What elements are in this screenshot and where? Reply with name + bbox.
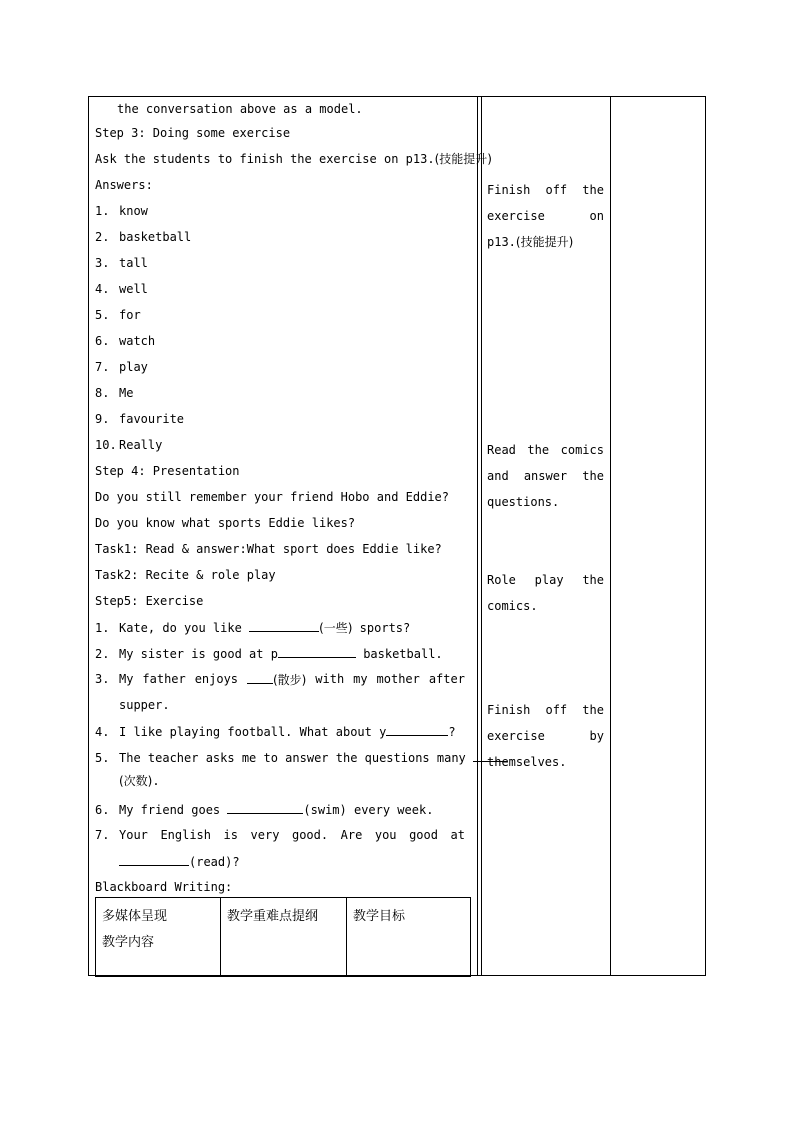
blackboard-cell-multimedia (96, 898, 221, 976)
exercise-number: 1. (95, 621, 110, 635)
activity-word: the (582, 183, 604, 197)
exercise-text: (read)? (189, 855, 240, 869)
activity-line (487, 495, 604, 509)
answer-number: 5. (95, 308, 110, 322)
intro-tail: the conversation above as a model. (117, 102, 363, 116)
fill-blank (247, 672, 273, 684)
activity-line (487, 755, 604, 769)
answer-number: 10. (95, 438, 117, 452)
activity-word: comics. (487, 599, 538, 613)
step4-title: Step 4: Presentation (95, 464, 240, 478)
activity-line (487, 183, 604, 197)
exercise-word: good. (291, 828, 329, 842)
answer-item (95, 360, 148, 374)
answer-item (95, 386, 133, 400)
exercise-word: you (374, 828, 397, 842)
blackboard-cell-key-points (221, 898, 347, 976)
blackboard-table (95, 897, 471, 977)
activity-word: comics (560, 443, 604, 457)
exercise-word: Are (340, 828, 363, 842)
exercise-number: 2. (95, 647, 110, 661)
activity-word: Finish (487, 183, 531, 197)
answer-text: basketball (119, 230, 192, 244)
exercise-number: 4. (95, 725, 110, 739)
blackboard-cell-objectives (347, 898, 470, 976)
exercise-5 (95, 750, 507, 765)
activity-word: off (545, 703, 568, 717)
answer-item (95, 204, 148, 218)
exercise-2 (95, 646, 443, 661)
activity-word: Finish (487, 703, 531, 717)
exercise-3-cont: supper. (119, 698, 170, 712)
answer-number: 3. (95, 256, 110, 270)
exercise-word: after (428, 672, 465, 686)
exercise-7 (95, 828, 465, 842)
answer-text: know (119, 204, 148, 218)
exercise-word: at (450, 828, 465, 842)
exercise-word: father (142, 672, 186, 686)
activity-word: and (487, 469, 509, 483)
exercise-word: good (409, 828, 438, 842)
answer-item (95, 412, 184, 426)
activity-word: themselves. (487, 755, 567, 769)
blackboard-text: 多媒体呈现 (102, 909, 168, 924)
answer-item (95, 308, 141, 322)
activity-word: play (534, 573, 564, 587)
step3-instruction-cn: (技能提升) (434, 152, 492, 166)
exercise-5-cont (119, 774, 160, 788)
answer-number: 4. (95, 282, 110, 296)
exercise-7-cont (119, 854, 240, 869)
task1: Task1: Read & answer:What sport does Eddie like? (95, 542, 442, 556)
answer-number: 8. (95, 386, 110, 400)
column-divider (477, 97, 478, 975)
exercise-word: with (315, 672, 345, 686)
activity-word: the (527, 443, 550, 457)
lesson-plan-table (88, 96, 706, 976)
activity-word: answer (523, 469, 568, 483)
exercise-word: mother (376, 672, 420, 686)
blackboard-text: 教学目标 (353, 909, 406, 924)
blackboard-text: 教学内容 (102, 935, 155, 950)
activity-line (487, 235, 604, 249)
question-2: Do you know what sports Eddie likes? (95, 516, 356, 530)
exercise-hint: (次数) (119, 774, 153, 788)
exercise-number: 5. (95, 751, 110, 765)
activity-word: Read (487, 443, 516, 457)
activity-line (487, 703, 604, 717)
answers-label: Answers: (95, 178, 153, 192)
activity-word: exercise (487, 209, 545, 223)
activity-word: by (589, 729, 604, 743)
activity-line (487, 443, 604, 457)
exercise-word: English (160, 828, 212, 842)
exercise-word: Your (119, 828, 148, 842)
answer-text: play (119, 360, 148, 374)
answer-text: Me (119, 386, 134, 400)
column-divider (610, 97, 611, 975)
exercise-1 (95, 620, 410, 635)
activity-line (487, 729, 604, 743)
exercise-text: My sister is good at p (119, 647, 278, 661)
exercise-4 (95, 724, 456, 739)
step5-title: Step5: Exercise (95, 594, 204, 608)
answer-item (95, 230, 191, 244)
activity-line (487, 599, 604, 613)
exercise-word: very (250, 828, 280, 842)
exercise-text: ? (448, 725, 456, 739)
activity-word: the (582, 573, 604, 587)
fill-blank (386, 724, 448, 736)
exercise-word: enjoys (194, 672, 239, 686)
exercise-3 (95, 672, 465, 687)
exercise-number: 6. (95, 803, 110, 817)
exercise-text: basketball. (363, 647, 443, 661)
exercise-number: 7. (95, 828, 110, 842)
blackboard-text: 教学重难点提纲 (227, 909, 319, 924)
answer-number: 2. (95, 230, 110, 244)
exercise-word: My (119, 672, 134, 686)
exercise-word: my (353, 672, 368, 686)
exercise-6 (95, 802, 433, 817)
blackboard-label: Blackboard Writing: (95, 880, 233, 894)
answer-item (95, 282, 148, 296)
activity-word: the (582, 469, 604, 483)
exercise-text: Kate, do you like (119, 621, 242, 635)
activity-word: the (582, 703, 604, 717)
exercise-text: My friend goes (119, 803, 221, 817)
exercise-text: . (152, 774, 160, 788)
activity-word: exercise (487, 729, 545, 743)
activity-word: p13. (487, 235, 516, 249)
exercise-hint: (散步) (272, 673, 307, 687)
fill-blank (278, 646, 356, 658)
activity-line (487, 573, 604, 587)
answer-text: watch (119, 334, 156, 348)
activity-line (487, 209, 604, 223)
exercise-number: 3. (95, 672, 110, 686)
exercise-text: I like playing football. What about y (119, 725, 387, 739)
activity-line (487, 469, 604, 483)
activity-hint: (技能提升) (515, 235, 574, 249)
fill-blank (119, 854, 189, 866)
answer-text: Really (119, 438, 163, 452)
answer-item (95, 256, 148, 270)
activity-word: questions. (487, 495, 560, 509)
exercise-text: sports? (359, 621, 411, 635)
answer-number: 1. (95, 204, 110, 218)
exercise-text: (swim) every week. (303, 803, 434, 817)
answer-text: favourite (119, 412, 185, 426)
question-1: Do you still remember your friend Hobo and Eddie? (95, 490, 450, 504)
exercise-hint: (一些) (319, 621, 353, 635)
column-divider (481, 97, 482, 975)
answer-text: well (119, 282, 148, 296)
activity-word: Role (487, 573, 516, 587)
activity-word: off (545, 183, 568, 197)
answer-number: 7. (95, 360, 110, 374)
step3-instruction-text: Ask the students to finish the exercise on p13. (95, 152, 435, 166)
answer-text: for (119, 308, 141, 322)
answer-number: 9. (95, 412, 110, 426)
answer-item (95, 438, 162, 452)
exercise-word: is (223, 828, 238, 842)
exercise-text: The teacher asks me to answer the questions many (119, 751, 466, 765)
answer-text: tall (119, 256, 148, 270)
step3-title: Step 3: Doing some exercise (95, 126, 291, 140)
fill-blank (249, 620, 319, 632)
activity-word: on (589, 209, 604, 223)
step3-instruction (95, 152, 492, 166)
answer-number: 6. (95, 334, 110, 348)
answer-item (95, 334, 155, 348)
task2: Task2: Recite & role play (95, 568, 276, 582)
fill-blank (227, 802, 303, 814)
